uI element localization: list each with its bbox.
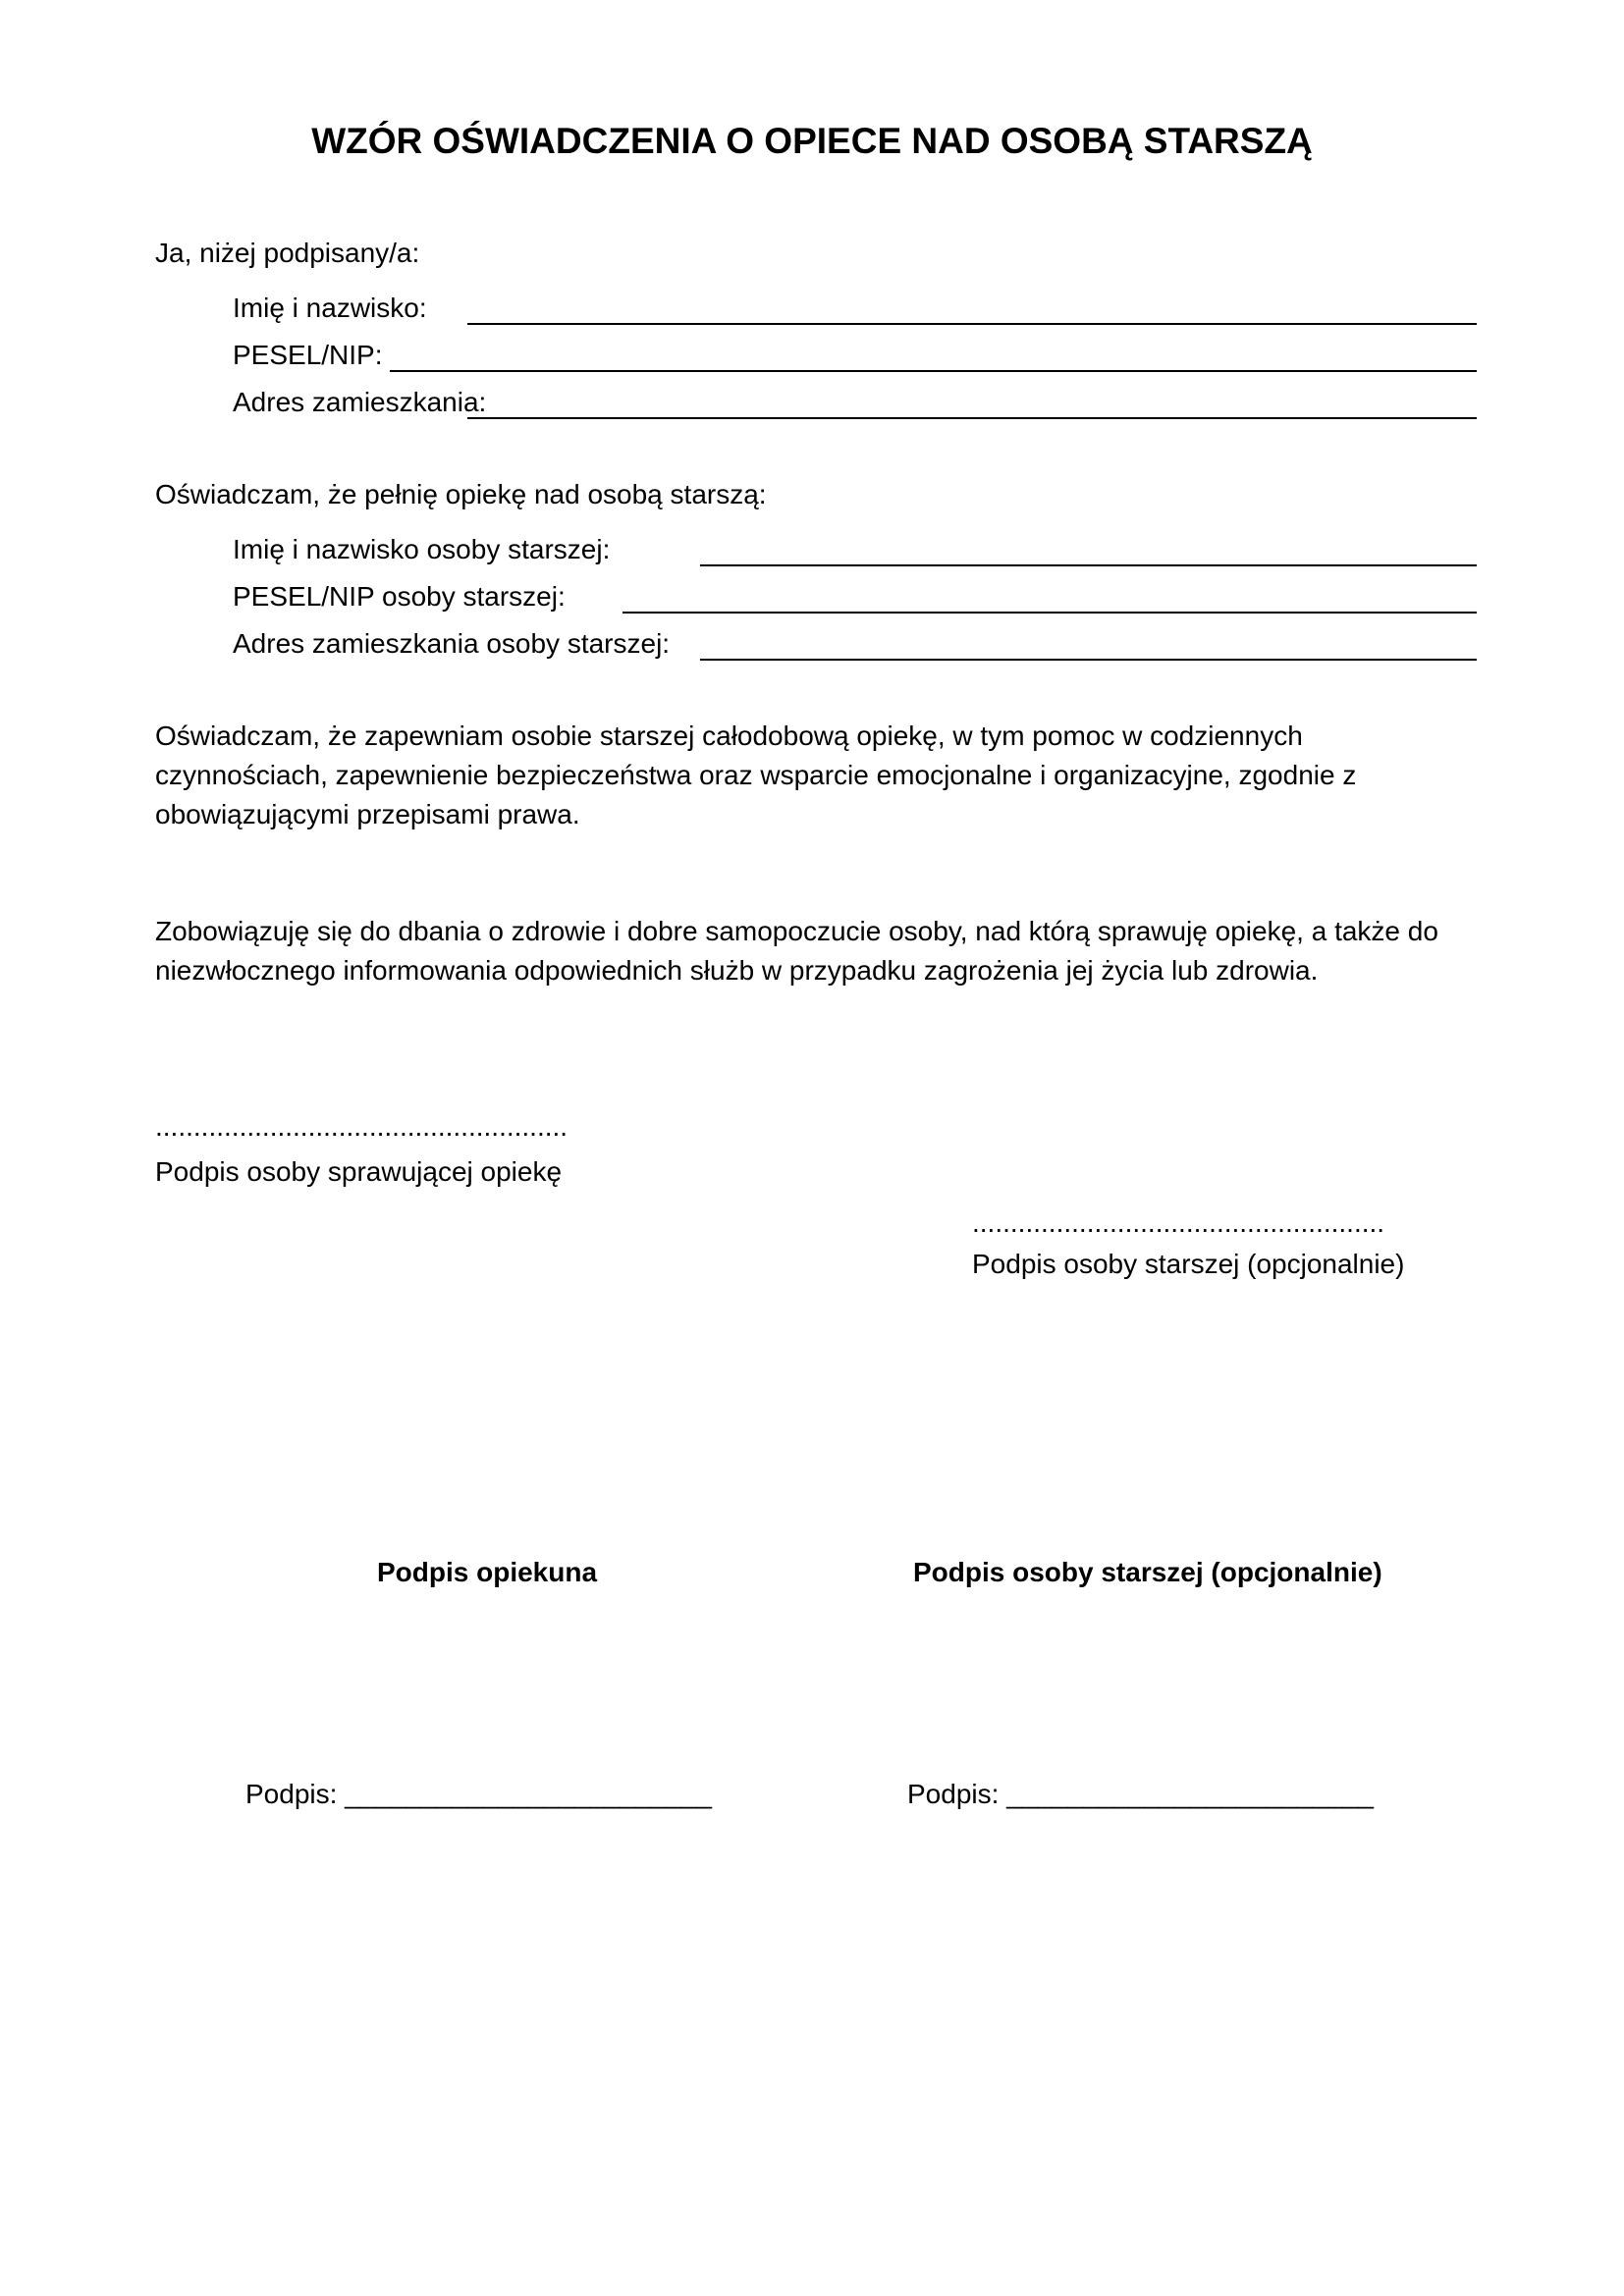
paragraph-2-line-1: Zobowiązuję się do dbania o zdrowie i dobre samopoczucie osoby, nad którą sprawuję opiekę, a także do	[155, 916, 1438, 946]
care-statement: Oświadczam, że pełnię opiekę nad osobą starszą:	[155, 479, 767, 509]
caregiver-signature-field[interactable]: Podpis: ________________________	[245, 1779, 712, 1809]
senior-name-field[interactable]	[700, 564, 1477, 566]
intro-text: Ja, niżej podpisany/a:	[155, 238, 420, 268]
senior-address-field[interactable]	[700, 659, 1477, 661]
senior-signature-field[interactable]: Podpis: ________________________	[907, 1779, 1374, 1809]
signer-name-label: Imię i nazwisko:	[233, 293, 427, 323]
paragraph-1-line-1: Oświadczam, że zapewniam osobie starszej całodobową opiekę, w tym pomoc w codziennych	[155, 721, 1303, 751]
senior-name-label: Imię i nazwisko osoby starszej:	[233, 534, 611, 564]
senior-signature-line[interactable]: ......................................................	[972, 1207, 1385, 1238]
signer-pesel-label: PESEL/NIP:	[233, 340, 383, 370]
paragraph-1-line-3: obowiązującymi przepisami prawa.	[155, 799, 580, 829]
signer-address-field[interactable]	[467, 417, 1477, 419]
senior-address-label: Adres zamieszkania osoby starszej:	[233, 628, 671, 659]
signer-name-field[interactable]	[467, 323, 1477, 325]
caregiver-signature-line[interactable]: ......................................................	[155, 1111, 568, 1142]
signer-address-label: Adres zamieszkania:	[233, 387, 487, 417]
senior-signature-heading: Podpis osoby starszej (opcjonalnie)	[913, 1557, 1382, 1587]
document-title: WZÓR OŚWIADCZENIA O OPIECE NAD OSOBĄ STARSZĄ	[311, 121, 1313, 161]
caregiver-signature-heading: Podpis opiekuna	[377, 1557, 598, 1587]
senior-pesel-field[interactable]	[623, 612, 1477, 614]
paragraph-2-line-2: niezwłocznego informowania odpowiednich służb w przypadku zagrożenia jej życia lub zdrowia.	[155, 955, 1319, 986]
senior-pesel-label: PESEL/NIP osoby starszej:	[233, 581, 566, 612]
paragraph-1-line-2: czynnościach, zapewnienie bezpieczeństwa oraz wsparcie emocjonalne i organizacyjne, zgodnie z	[155, 760, 1357, 790]
caregiver-signature-caption: Podpis osoby sprawującej opiekę	[155, 1156, 563, 1187]
senior-signature-caption: Podpis osoby starszej (opcjonalnie)	[972, 1249, 1405, 1279]
signer-pesel-field[interactable]	[390, 370, 1477, 372]
